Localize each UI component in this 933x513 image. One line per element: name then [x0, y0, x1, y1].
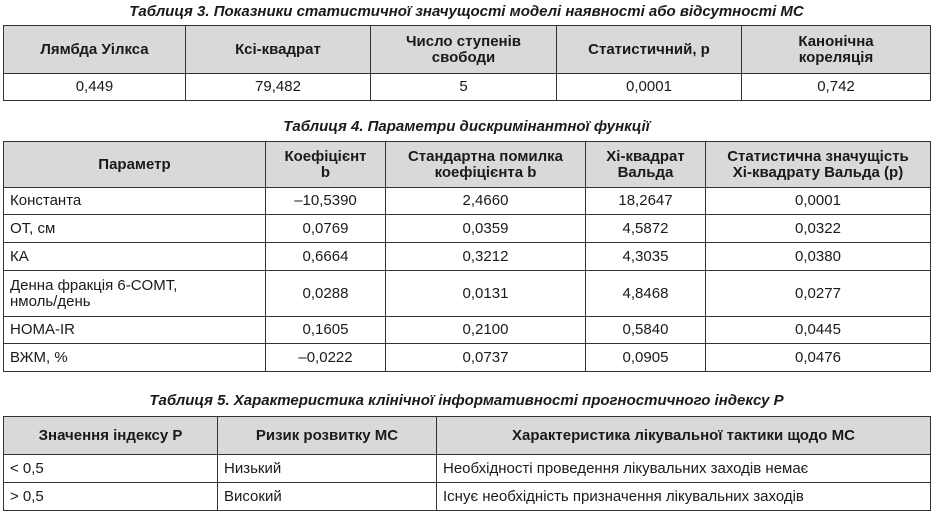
- table3-cell: 0,449: [4, 74, 186, 101]
- table3-cell: 0,0001: [557, 74, 742, 101]
- table-row: [4, 344, 931, 372]
- table4-header: Стандартна помилка коефіцієнта b: [386, 142, 586, 188]
- table-row: [4, 243, 931, 271]
- table5-header: Характеристика лікувальної тактики щодо МС: [437, 417, 931, 455]
- table5-cell: Необхідності проведення лікувальних заходів немає: [437, 455, 931, 483]
- table5-cell: < 0,5: [4, 455, 218, 483]
- table4-cell: 0,6664: [266, 243, 386, 271]
- table3-header: Канонічна кореляція: [742, 26, 931, 74]
- table4-cell: 0,1605: [266, 317, 386, 344]
- table4-cell: 0,0277: [706, 271, 931, 317]
- table4-header: Статистична значущість Хі-квадрату Вальда (р): [706, 142, 931, 188]
- table4-cell: 0,0131: [386, 271, 586, 317]
- table3: [3, 25, 931, 101]
- table4-cell: ВЖМ, %: [4, 344, 266, 372]
- table4-cell: 2,4660: [386, 188, 586, 215]
- table4-cell: 0,0905: [586, 344, 706, 372]
- table4-cell: 4,8468: [586, 271, 706, 317]
- table-row: [4, 455, 931, 483]
- table4: [3, 141, 931, 372]
- table-row: [4, 215, 931, 243]
- table3-caption: Таблиця 3. Показники статистичної значущості моделі наявності або відсутності МС: [129, 3, 804, 20]
- table-row: [4, 483, 931, 511]
- table5-caption: Таблиця 5. Характеристика клінічної інформативності прогностичного індексу Р: [149, 392, 784, 409]
- table5-header: Значення індексу Р: [4, 417, 218, 455]
- table4-cell: –0,0222: [266, 344, 386, 372]
- table-row: [4, 317, 931, 344]
- table3-header: Число ступенів свободи: [371, 26, 557, 74]
- table4-cell: Денна фракція 6-COMT, нмоль/день: [4, 271, 266, 317]
- table4-cell: 4,5872: [586, 215, 706, 243]
- table4-cell: Константа: [4, 188, 266, 215]
- table4-cell: 0,3212: [386, 243, 586, 271]
- table3-cell: 79,482: [186, 74, 371, 101]
- table3-cell: 0,742: [742, 74, 931, 101]
- table5-cell: > 0,5: [4, 483, 218, 511]
- table3-header: Лямбда Уілкса: [4, 26, 186, 74]
- table3-header: Статистичний, р: [557, 26, 742, 74]
- table-row: [4, 271, 931, 317]
- table4-header: Коефіцієнт b: [266, 142, 386, 188]
- table4-cell: 0,0380: [706, 243, 931, 271]
- table4-cell: 18,2647: [586, 188, 706, 215]
- table4-caption: Таблиця 4. Параметри дискримінантної функції: [283, 118, 650, 135]
- table5-cell: Високий: [218, 483, 437, 511]
- table4-cell: 0,0445: [706, 317, 931, 344]
- table4-cell: 0,0737: [386, 344, 586, 372]
- table4-cell: 0,0769: [266, 215, 386, 243]
- table5-header: Ризик розвитку МС: [218, 417, 437, 455]
- table4-cell: HOMA-IR: [4, 317, 266, 344]
- table4-cell: 0,0001: [706, 188, 931, 215]
- table4-cell: 0,0288: [266, 271, 386, 317]
- table4-cell: 0,0322: [706, 215, 931, 243]
- table5-cell: Існує необхідність призначення лікувальних заходів: [437, 483, 931, 511]
- table4-cell: КА: [4, 243, 266, 271]
- table4-cell: ОТ, см: [4, 215, 266, 243]
- table3-cell: 5: [371, 74, 557, 101]
- table4-header: Хі-квадрат Вальда: [586, 142, 706, 188]
- table3-header: Ксі-квадрат: [186, 26, 371, 74]
- table4-cell: 0,5840: [586, 317, 706, 344]
- table4-cell: 0,0476: [706, 344, 931, 372]
- table4-cell: –10,5390: [266, 188, 386, 215]
- table-row: [4, 188, 931, 215]
- table4-cell: 0,2100: [386, 317, 586, 344]
- table4-cell: 0,0359: [386, 215, 586, 243]
- table5: [3, 416, 931, 511]
- table4-cell: 4,3035: [586, 243, 706, 271]
- table4-header: Параметр: [4, 142, 266, 188]
- table5-cell: Низький: [218, 455, 437, 483]
